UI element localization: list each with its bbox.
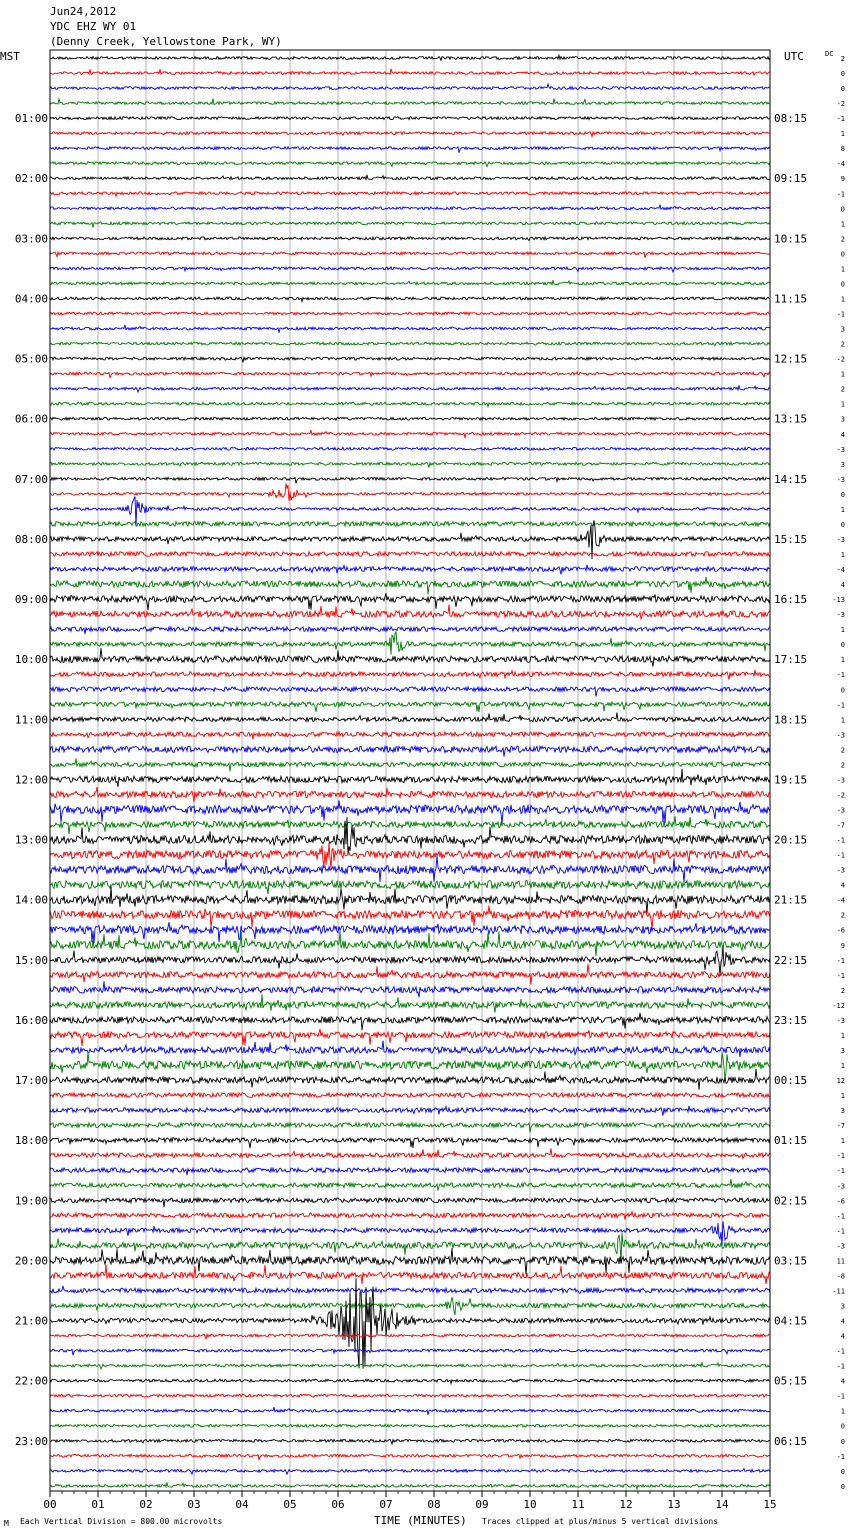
trace-line: [50, 1407, 770, 1415]
dc-offset-label: -1: [836, 836, 845, 845]
dc-offset-label: -3: [836, 1182, 845, 1191]
trace-line: [50, 417, 770, 420]
dc-offset-label: 1: [840, 220, 845, 229]
trace-line: [50, 746, 770, 757]
hour-label-mst: 02:00: [14, 172, 48, 186]
hour-label-mst: 19:00: [14, 1194, 48, 1208]
dc-offset-label: -3: [836, 776, 845, 785]
trace-line: [50, 577, 770, 594]
dc-offset-label: 3: [840, 460, 845, 469]
trace-line: [50, 1286, 770, 1294]
dc-offset-label: 0: [840, 1467, 845, 1476]
dc-offset-label: -4: [836, 896, 845, 905]
dc-offset-label: 1: [840, 550, 845, 559]
trace-line: [50, 462, 770, 467]
dc-offset-label: -1: [836, 671, 845, 680]
trace-line: [50, 205, 770, 210]
hour-label-mst: 08:00: [14, 532, 48, 546]
trace-line: [50, 702, 770, 713]
hour-label-utc: 02:15: [774, 1194, 808, 1208]
dc-offset-label: 2: [840, 761, 845, 770]
dc-offset-label: 0: [840, 490, 845, 499]
hour-label-utc: 16:15: [774, 593, 808, 607]
dc-offset-label: 0: [840, 70, 845, 79]
trace-line: [50, 1265, 770, 1285]
trace-line: [50, 430, 770, 438]
trace-line: [50, 1179, 770, 1190]
trace-line: [50, 817, 770, 855]
trace-line: [50, 856, 770, 883]
dc-offset-label: -2: [836, 791, 845, 800]
dc-offset-label: 0: [840, 280, 845, 289]
dc-offset-label: 8: [840, 145, 845, 154]
dc-offset-label: -3: [836, 475, 845, 484]
dc-offset-label: 1: [840, 1092, 845, 1101]
trace-line: [50, 922, 770, 943]
trace-line: [50, 522, 770, 527]
trace-line: [50, 1212, 770, 1220]
x-tick-label: 14: [715, 1498, 729, 1511]
dc-offset-label: -3: [836, 1242, 845, 1251]
trace-line: [50, 237, 770, 241]
trace-line: [50, 1106, 770, 1116]
dc-offset-label: 11: [836, 1257, 845, 1266]
trace-line: [50, 1148, 770, 1158]
dc-offset-label: 2: [840, 340, 845, 349]
hour-label-utc: 01:15: [774, 1134, 808, 1148]
dc-offset-label: 4: [840, 1332, 845, 1341]
trace-line: [50, 1439, 770, 1444]
trace-line: [50, 881, 770, 895]
dc-offset-label: 0: [840, 1422, 845, 1431]
dc-offset-label: 1: [840, 130, 845, 139]
trace-line: [50, 1221, 770, 1246]
dc-offset-label: -3: [836, 731, 845, 740]
dc-offset-label: 1: [840, 295, 845, 304]
dc-offset-label: 3: [840, 1302, 845, 1311]
time-gridlines: [50, 50, 770, 1497]
trace-line: [50, 147, 770, 153]
hour-label-mst: 20:00: [14, 1254, 48, 1268]
dc-offset-label: 0: [840, 1437, 845, 1446]
hour-label-mst: 04:00: [14, 292, 48, 306]
trace-line: [50, 222, 770, 228]
trace-line: [50, 1424, 770, 1427]
dc-offset-label: -1: [836, 971, 845, 980]
hour-label-utc: 12:15: [774, 352, 808, 366]
hour-label-utc: 09:15: [774, 172, 808, 186]
trace-line: [50, 357, 770, 362]
trace-line: [50, 886, 770, 913]
axis-labels: [15, 55, 845, 1511]
scale-note: Each Vertical Division = 800.00 microvolts: [20, 1517, 223, 1526]
x-tick-label: 06: [331, 1498, 345, 1511]
dc-offset-label: -1: [836, 1167, 845, 1176]
trace-line: [50, 687, 770, 697]
hour-label-mst: 18:00: [14, 1134, 48, 1148]
trace-line: [50, 312, 770, 315]
dc-offset-label: 3: [840, 325, 845, 334]
dc-offset-label: 12: [836, 1077, 845, 1086]
dc-offset-label: -1: [836, 701, 845, 710]
dc-offset-label: -2: [836, 355, 845, 364]
hour-label-mst: 22:00: [14, 1374, 48, 1388]
dc-offset-label: 0: [840, 85, 845, 94]
dc-offset-label: -1: [836, 1347, 845, 1356]
dc-offset-label: 0: [840, 641, 845, 650]
trace-line: [50, 1469, 770, 1475]
dc-offset-label: 2: [840, 55, 845, 63]
dc-offset-label: -8: [836, 1272, 845, 1281]
trace-line: [50, 1029, 770, 1046]
trace-line: [50, 175, 770, 180]
dc-offset-label: -1: [836, 190, 845, 199]
trace-line: [50, 84, 770, 89]
dc-offset-label: 4: [840, 430, 845, 439]
x-tick-label: 08: [427, 1498, 441, 1511]
trace-line: [50, 732, 770, 739]
hour-label-mst: 01:00: [14, 112, 48, 126]
hour-label-utc: 23:15: [774, 1013, 808, 1027]
dc-offset-label: -7: [836, 1122, 845, 1131]
hour-label-mst: 03:00: [14, 232, 48, 246]
dc-offset-label: -1: [836, 1212, 845, 1221]
x-tick-label: 11: [571, 1498, 585, 1511]
chart-location: (Denny Creek, Yellowstone Park, WY): [50, 35, 282, 48]
dc-offset-label: -3: [836, 866, 845, 875]
trace-line: [50, 192, 770, 196]
trace-line: [50, 402, 770, 406]
dc-offset-label: 1: [840, 1031, 845, 1040]
dc-offset-label: -1: [836, 1227, 845, 1236]
dc-offset-label: -11: [832, 1287, 845, 1296]
seismogram-traces: [50, 55, 770, 1489]
dc-offset-label: -1: [836, 1392, 845, 1401]
trace-line: [50, 280, 770, 285]
left-axis-title: MST: [0, 50, 20, 63]
x-tick-label: 02: [139, 1498, 153, 1511]
trace-line: [50, 1278, 770, 1368]
trace-line: [50, 297, 770, 301]
dc-offset-label: 3: [840, 415, 845, 424]
hour-label-mst: 21:00: [14, 1314, 48, 1328]
trace-line: [50, 1069, 770, 1090]
dc-offset-label: 1: [840, 1407, 845, 1416]
dc-offset-label: 4: [840, 881, 845, 890]
x-axis-title: TIME (MINUTES): [374, 1514, 467, 1527]
trace-line: [50, 994, 770, 1012]
x-tick-label: 01: [91, 1498, 105, 1511]
hour-label-mst: 16:00: [14, 1013, 48, 1027]
trace-line: [50, 931, 770, 956]
dc-offset-label: 1: [840, 626, 845, 635]
dc-offset-label: 1: [840, 656, 845, 665]
dc-offset-label: 2: [840, 986, 845, 995]
trace-line: [50, 1013, 770, 1030]
dc-offset-label: -1: [836, 1362, 845, 1371]
trace-line: [50, 787, 770, 802]
dc-offset-label: -6: [836, 1197, 845, 1206]
trace-line: [50, 713, 770, 722]
trace-line: [50, 593, 770, 610]
right-axis-title: UTC: [784, 50, 804, 63]
dc-offset-label: -1: [836, 310, 845, 319]
hour-label-utc: 20:15: [774, 833, 808, 847]
hour-label-mst: 05:00: [14, 352, 48, 366]
trace-line: [50, 117, 770, 120]
hour-label-mst: 17:00: [14, 1074, 48, 1088]
hour-label-utc: 11:15: [774, 292, 808, 306]
trace-line: [50, 1198, 770, 1207]
hour-label-utc: 04:15: [774, 1314, 808, 1328]
dc-offset-label: 4: [840, 1317, 845, 1326]
dc-offset-label: 0: [840, 520, 845, 529]
dc-offset-label: -2: [836, 100, 845, 109]
trace-line: [50, 372, 770, 378]
hour-label-mst: 06:00: [14, 412, 48, 426]
dc-offset-label: 1: [840, 370, 845, 379]
trace-line: [50, 1052, 770, 1079]
dc-offset-label: -1: [836, 851, 845, 860]
hour-label-mst: 15:00: [14, 953, 48, 967]
dc-offset-label: 2: [840, 235, 845, 244]
hour-label-utc: 18:15: [774, 713, 808, 727]
trace-line: [50, 648, 770, 666]
dc-offset-label: -1: [836, 115, 845, 124]
trace-line: [50, 565, 770, 575]
hour-label-utc: 03:15: [774, 1254, 808, 1268]
dc-offset-label: 1: [840, 1137, 845, 1146]
hour-label-utc: 17:15: [774, 653, 808, 667]
dc-offset-label: 9: [840, 175, 845, 184]
trace-line: [50, 1394, 770, 1397]
hour-label-mst: 12:00: [14, 773, 48, 787]
trace-line: [50, 252, 770, 258]
x-tick-label: 09: [475, 1498, 489, 1511]
dc-offset-label: -1: [836, 1452, 845, 1461]
trace-line: [50, 342, 770, 346]
dc-offset-label: 3: [840, 1046, 845, 1055]
x-tick-label: 15: [763, 1498, 777, 1511]
trace-line: [50, 69, 770, 76]
trace-line: [50, 98, 770, 104]
dc-offset-label: 9: [840, 941, 845, 950]
trace-line: [50, 1138, 770, 1149]
hour-label-mst: 09:00: [14, 593, 48, 607]
hour-label-utc: 22:15: [774, 953, 808, 967]
x-tick-label: 07: [379, 1498, 393, 1511]
trace-line: [50, 55, 770, 60]
hour-label-utc: 00:15: [774, 1074, 808, 1088]
clip-note: Traces clipped at plus/minus 5 vertical divisions: [482, 1517, 719, 1526]
dc-offset-label: 0: [840, 686, 845, 695]
trace-line: [50, 325, 770, 333]
hour-label-mst: 13:00: [14, 833, 48, 847]
trace-line: [50, 267, 770, 272]
hour-label-mst: 23:00: [14, 1434, 48, 1448]
trace-line: [50, 1041, 770, 1057]
trace-line: [50, 906, 770, 929]
x-tick-label: 10: [523, 1498, 537, 1511]
dc-offset-label: -1: [836, 1152, 845, 1161]
trace-line: [50, 758, 770, 771]
trace-line: [50, 447, 770, 450]
trace-line: [50, 1334, 770, 1339]
trace-line: [50, 1297, 770, 1315]
dc-offset-label: 1: [840, 505, 845, 514]
hour-label-utc: 05:15: [774, 1374, 808, 1388]
hour-label-utc: 19:15: [774, 773, 808, 787]
dc-offset-label: 1: [840, 1062, 845, 1071]
dc-offset-label: -13: [832, 596, 845, 605]
dc-offset-label: 2: [840, 746, 845, 755]
trace-line: [50, 477, 770, 483]
trace-line: [50, 1454, 770, 1460]
trace-line: [50, 484, 770, 501]
x-tick-label: 00: [43, 1498, 57, 1511]
dc-offset-label: 3: [840, 1107, 845, 1116]
dc-offset-label: -6: [836, 926, 845, 935]
chart-station: YDC EHZ WY 01: [50, 20, 137, 33]
trace-line: [50, 670, 770, 680]
dc-column-title: DC: [825, 50, 834, 58]
dc-offset-label: 2: [840, 385, 845, 394]
dc-offset-label: -1: [836, 956, 845, 965]
hour-label-mst: 14:00: [14, 893, 48, 907]
corner-mark: M: [4, 1519, 9, 1528]
trace-line: [50, 947, 770, 977]
trace-line: [50, 385, 770, 392]
dc-offset-label: 4: [840, 581, 845, 590]
dc-offset-label: 2: [840, 911, 845, 920]
dc-offset-label: 0: [840, 1482, 845, 1491]
trace-line: [50, 964, 770, 985]
trace-line: [50, 981, 770, 997]
hour-label-utc: 06:15: [774, 1434, 808, 1448]
trace-line: [50, 162, 770, 167]
x-tick-label: 12: [619, 1498, 633, 1511]
x-tick-label: 05: [283, 1498, 297, 1511]
hour-label-utc: 10:15: [774, 232, 808, 246]
trace-line: [50, 1362, 770, 1369]
hour-label-mst: 10:00: [14, 653, 48, 667]
hour-label-utc: 15:15: [774, 532, 808, 546]
dc-offset-label: -4: [836, 566, 845, 575]
trace-line: [50, 552, 770, 557]
hour-label-utc: 21:15: [774, 893, 808, 907]
dc-offset-label: -3: [836, 535, 845, 544]
dc-offset-label: -3: [836, 611, 845, 620]
hour-label-utc: 08:15: [774, 112, 808, 126]
trace-line: [50, 800, 770, 823]
dc-offset-label: -3: [836, 445, 845, 454]
x-tick-label: 04: [235, 1498, 249, 1511]
chart-date: Jun24,2012: [50, 5, 117, 18]
dc-offset-label: -7: [836, 821, 845, 830]
trace-line: [50, 1123, 770, 1133]
trace-line: [50, 1093, 770, 1098]
hour-label-mst: 11:00: [14, 713, 48, 727]
trace-line: [50, 605, 770, 619]
dc-offset-label: 0: [840, 205, 845, 214]
trace-line: [50, 627, 770, 634]
dc-offset-label: 1: [840, 265, 845, 274]
trace-line: [50, 816, 770, 834]
dc-offset-label: 4: [840, 1377, 845, 1386]
trace-line: [50, 132, 770, 137]
hour-label-utc: 13:15: [774, 412, 808, 426]
trace-line: [50, 1349, 770, 1355]
trace-line: [50, 1168, 770, 1175]
hour-label-mst: 07:00: [14, 472, 48, 486]
hour-label-utc: 14:15: [774, 472, 808, 486]
trace-line: [50, 769, 770, 787]
dc-offset-label: -12: [832, 1001, 845, 1010]
trace-line: [50, 632, 770, 655]
dc-offset-label: -3: [836, 806, 845, 815]
dc-offset-label: 1: [840, 716, 845, 725]
trace-line: [50, 1379, 770, 1383]
dc-offset-label: -3: [836, 1016, 845, 1025]
trace-line: [50, 1483, 770, 1489]
dc-offset-label: 0: [840, 250, 845, 259]
x-tick-label: 13: [667, 1498, 681, 1511]
dc-offset-label: 1: [840, 400, 845, 409]
x-tick-label: 03: [187, 1498, 201, 1511]
dc-offset-label: -4: [836, 160, 845, 169]
trace-line: [50, 1248, 770, 1275]
